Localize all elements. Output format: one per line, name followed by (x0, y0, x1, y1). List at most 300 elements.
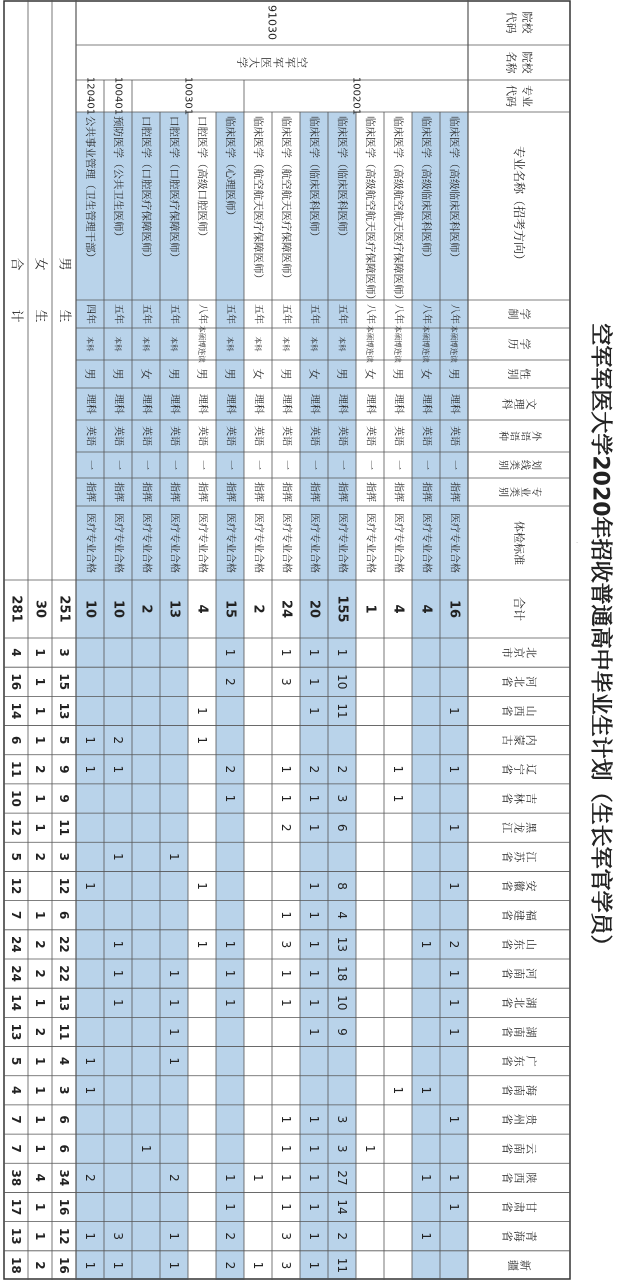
province-count: 1 (83, 1086, 97, 1095)
province-count: 1 (447, 1174, 461, 1182)
summary-count: 9 (57, 794, 71, 803)
major-name: 临床医学（心理医师） (224, 116, 236, 221)
summary-label: 男 生 (56, 257, 72, 323)
header-line-type-char: 线 (519, 460, 530, 470)
header-major-type-char: 类 (508, 487, 519, 497)
header-province (501, 822, 538, 834)
major-name: 临床医学（高级航空航天医疗保障医师） (364, 116, 376, 305)
gender-value: 男 (167, 368, 181, 380)
province-count: 1 (279, 1144, 293, 1153)
row-total: 155 (334, 595, 350, 623)
province-count: 1 (111, 998, 125, 1007)
province-count: 1 (223, 940, 237, 949)
length-value: 五年 (308, 304, 320, 324)
summary-count: 1 (33, 823, 47, 832)
summary-count: 24 (9, 965, 23, 982)
header-gender-char: 性 (518, 368, 532, 380)
gender-value: 男 (223, 368, 237, 380)
province-count: 1 (111, 940, 125, 949)
length-value: 八年 (448, 304, 460, 324)
header-province-char: 西 (512, 705, 526, 717)
province-count: 1 (307, 969, 321, 978)
province-count: 4 (335, 911, 349, 920)
header-province (501, 910, 538, 921)
header-province-char: 甘 (524, 1201, 538, 1213)
header-province (501, 1172, 539, 1183)
province-count: 1 (363, 1144, 377, 1153)
province-count: 1 (419, 1086, 433, 1095)
header-province-char: 南 (512, 1026, 526, 1038)
province-count: 1 (279, 969, 293, 978)
header-province-char: 龙 (512, 822, 526, 834)
province-count: 1 (167, 1028, 181, 1036)
type-value: 指挥 (308, 482, 320, 502)
gender-value: 女 (363, 368, 377, 380)
header-language-char: 种 (497, 431, 508, 441)
header-province-char: 广 (524, 1055, 538, 1067)
header-province-char: 省 (500, 1172, 514, 1184)
row-total: 20 (306, 599, 322, 619)
summary-count: 3 (57, 852, 71, 862)
school-name-value-char: 军 (271, 57, 285, 68)
header-province (501, 735, 539, 746)
header-province-char: 建 (512, 909, 526, 921)
summary-count: 5 (57, 735, 71, 745)
province-count: 1 (195, 707, 209, 715)
health-value: 医疗专业合格 (168, 513, 180, 573)
summary-count: 16 (9, 673, 23, 691)
province-count: 1 (419, 1174, 433, 1182)
subject-value: 理科 (84, 394, 96, 414)
degree-value: 本科 (309, 336, 319, 352)
province-count: 1 (223, 1174, 237, 1182)
header-province (501, 1056, 539, 1067)
header-gender-char: 别 (506, 368, 520, 380)
summary-count: 1 (33, 648, 47, 657)
health-value: 医疗专业合格 (448, 513, 460, 573)
row-total: 4 (194, 604, 210, 614)
province-count: 1 (391, 1086, 405, 1095)
header-major-type-char: 业 (519, 487, 530, 497)
row-total: 10 (110, 599, 126, 619)
header-province (501, 939, 538, 950)
summary-count: 6 (9, 735, 23, 745)
header-province (501, 1026, 539, 1037)
summary-total: 251 (56, 595, 72, 623)
health-value: 医疗专业合格 (84, 513, 96, 573)
province-count: 1 (447, 823, 461, 832)
summary-count: 14 (9, 994, 23, 1012)
province-count: 1 (83, 882, 97, 890)
row-total: 10 (82, 599, 98, 619)
summary-count: 2 (33, 969, 47, 978)
summary-count: 2 (33, 1027, 47, 1037)
header-province-char: 海 (512, 1230, 526, 1242)
header-province-char: 南 (512, 1143, 526, 1155)
province-count: 10 (335, 674, 349, 690)
header-gender (507, 369, 533, 380)
summary-count: 22 (57, 965, 71, 982)
summary-total: 281 (8, 595, 24, 623)
subject-value: 理科 (364, 394, 376, 414)
province-count: 1 (279, 1115, 293, 1124)
major-name: 临床医学（临床医科医师） (308, 116, 320, 242)
province-count: 2 (279, 823, 293, 832)
line-value: 一 (84, 460, 96, 470)
length-value: 五年 (252, 304, 264, 324)
summary-count: 7 (9, 1144, 23, 1153)
summary-count: 15 (57, 673, 71, 691)
summary-count: 13 (57, 994, 71, 1012)
degree-value: 本科 (253, 336, 263, 352)
length-value: 五年 (168, 304, 180, 324)
gender-value: 女 (139, 368, 153, 380)
header-province-char: 南 (512, 1084, 526, 1096)
subject-value: 理科 (196, 394, 208, 414)
row-total: 24 (278, 599, 294, 619)
summary-count: 1 (33, 1232, 47, 1241)
header-school-name-2: 名称 (504, 51, 518, 74)
language-value: 英语 (448, 426, 460, 446)
summary-count: 1 (33, 1056, 47, 1066)
header-province (501, 851, 538, 863)
subject-value: 理科 (336, 394, 348, 414)
degree-value: 本科 (281, 336, 291, 352)
length-value: 五年 (112, 304, 124, 324)
province-count: 1 (167, 1232, 181, 1241)
header-province-char: 福 (524, 909, 538, 921)
province-count: 1 (307, 998, 321, 1007)
summary-count: 13 (9, 1227, 23, 1245)
header-province-char: 省 (500, 1114, 514, 1125)
health-value: 医疗专业合格 (336, 513, 348, 573)
province-count: 1 (419, 1232, 433, 1241)
header-province-char: 安 (524, 880, 538, 892)
header-province (501, 676, 538, 687)
summary-count: 16 (57, 1257, 71, 1274)
summary-count: 34 (57, 1169, 71, 1187)
major-name: 口腔医学（口腔医疗保障医师） (168, 116, 180, 263)
header-province (501, 881, 539, 892)
province-count: 1 (195, 736, 209, 744)
header-province-char: 省 (500, 1230, 514, 1242)
header-province-char: 肃 (512, 1201, 526, 1213)
province-count: 3 (335, 1115, 349, 1124)
language-value: 英语 (308, 426, 320, 446)
summary-count: 7 (9, 1115, 23, 1124)
province-count: 1 (223, 1203, 237, 1211)
major-name: 预防医学（公共卫生医师） (112, 116, 124, 242)
header-province-char: 州 (512, 1114, 526, 1125)
major-name: 公共事业管理（卫生管理干部） (84, 116, 96, 263)
summary-count: 12 (57, 1227, 71, 1245)
summary-label: 合 计 (8, 257, 24, 323)
subject-value: 理科 (308, 394, 320, 414)
header-province-char: 省 (500, 1026, 514, 1038)
summary-count: 1 (33, 1115, 47, 1124)
header-province (501, 968, 538, 979)
province-count: 1 (307, 1232, 321, 1241)
summary-count: 6 (57, 911, 71, 920)
province-count: 1 (167, 1057, 181, 1065)
province-count: 1 (111, 1261, 125, 1270)
province-count: 11 (335, 1257, 349, 1274)
header-province-char: 京 (512, 647, 526, 659)
header-province-char: 江 (500, 822, 514, 834)
province-count: 1 (307, 1261, 321, 1270)
line-value: 一 (112, 460, 124, 470)
degree-value: 本硕博连读 (197, 325, 207, 363)
type-value: 指挥 (420, 482, 432, 502)
header-province (501, 705, 538, 716)
header-line-type-char: 划 (530, 460, 541, 470)
header-province-char: 青 (524, 1230, 538, 1242)
province-count: 1 (195, 940, 209, 949)
header-province-char: 市 (500, 647, 514, 659)
gender-value: 男 (447, 368, 461, 380)
summary-count: 12 (9, 819, 23, 837)
category-label: 类 (575, 542, 577, 543)
summary-count: 2 (33, 940, 47, 949)
province-count: 2 (111, 736, 125, 744)
summary-count: 18 (9, 1257, 23, 1274)
summary-count: 1 (33, 1144, 47, 1153)
province-count: 1 (447, 998, 461, 1007)
province-count: 3 (279, 1232, 293, 1241)
summary-count: 24 (9, 936, 23, 953)
major-code: 100201 (350, 76, 362, 116)
header-province-char: 江 (524, 851, 538, 863)
language-value: 英语 (420, 426, 432, 446)
summary-count: 13 (9, 1023, 23, 1041)
header-province-char: 湖 (524, 1026, 538, 1038)
header-language-char: 外 (530, 431, 541, 441)
province-count: 1 (167, 1261, 181, 1270)
header-major-type (497, 487, 543, 497)
subject-value: 理科 (280, 394, 292, 414)
province-count: 1 (335, 648, 349, 657)
gender-value: 男 (83, 368, 97, 380)
school-name-value-char: 军 (283, 57, 297, 68)
province-count: 9 (335, 1028, 349, 1036)
subject-value: 理科 (420, 394, 432, 414)
major-name: 临床医学（高级临床医科医师） (448, 116, 460, 263)
major-name: 临床医学（高级航空航天医疗保障医师） (392, 116, 404, 305)
row-total: 1 (362, 604, 378, 614)
summary-count: 3 (57, 648, 71, 657)
gender-value: 女 (307, 368, 321, 380)
degree-value: 本科 (85, 336, 95, 352)
province-count: 1 (447, 1115, 461, 1124)
header-province (501, 1085, 539, 1096)
province-count: 1 (279, 998, 293, 1007)
province-count: 1 (307, 1174, 321, 1182)
length-value: 五年 (336, 304, 348, 324)
header-province-char: 省 (500, 938, 514, 950)
summary-count: 12 (9, 877, 23, 895)
line-value: 一 (308, 460, 320, 470)
province-count: 27 (335, 1170, 349, 1186)
province-count: 1 (307, 707, 321, 715)
header-province-char: 省 (500, 909, 514, 921)
province-count: 1 (83, 1261, 97, 1270)
header-province-char: 林 (512, 793, 526, 804)
length-value: 八年 (196, 304, 208, 324)
header-line-type-char: 别 (497, 460, 508, 470)
header-province (501, 1231, 539, 1242)
header-province-char: 省 (500, 968, 514, 980)
province-count: 1 (223, 969, 237, 978)
summary-count: 1 (33, 998, 47, 1007)
school-name-value-char: 大 (247, 57, 261, 68)
header-line-type-char: 类 (508, 460, 519, 470)
province-count: 1 (139, 1144, 153, 1153)
header-school-code: 院校 (520, 11, 534, 34)
header-province-char: 湖 (524, 997, 538, 1009)
province-count: 1 (195, 882, 209, 890)
header-province-char: 南 (512, 968, 526, 980)
header-province-char: 省 (500, 793, 514, 804)
language-value: 英语 (392, 426, 404, 446)
line-value: 一 (364, 460, 376, 470)
province-count: 1 (391, 765, 405, 774)
header-province-char: 北 (512, 997, 526, 1009)
header-major-code: 专业 (520, 85, 534, 107)
gender-value: 男 (335, 368, 349, 380)
subject-value: 理科 (140, 394, 152, 414)
header-province-char: 疆 (506, 1259, 520, 1271)
summary-count: 14 (9, 702, 23, 720)
header-province (501, 1143, 538, 1154)
summary-count: 10 (9, 790, 23, 807)
school-name-value-char: 空 (295, 57, 309, 68)
health-value: 医疗专业合格 (364, 513, 376, 573)
type-value: 指挥 (280, 482, 292, 502)
row-total: 4 (390, 604, 406, 614)
summary-count: 1 (33, 706, 47, 716)
type-value: 指挥 (196, 482, 208, 502)
language-value: 英语 (252, 426, 264, 446)
province-count: 1 (307, 823, 321, 832)
province-count: 11 (335, 703, 349, 719)
length-value: 五年 (140, 304, 152, 324)
subject-value: 理科 (168, 394, 180, 414)
summary-count: 3 (57, 1086, 71, 1095)
major-code: 100301 (182, 76, 194, 116)
header-subject-char: 科 (500, 398, 514, 410)
header-province (501, 764, 538, 775)
province-count: 1 (307, 677, 321, 686)
province-count: 3 (279, 940, 293, 949)
gender-value: 女 (251, 368, 265, 380)
province-count: 2 (223, 1261, 237, 1270)
province-count: 1 (223, 648, 237, 657)
province-count: 3 (335, 1144, 349, 1153)
province-count: 1 (307, 940, 321, 949)
health-value: 医疗专业合格 (308, 513, 320, 573)
province-count: 2 (447, 940, 461, 949)
type-value: 指挥 (168, 482, 180, 502)
header-province-char: 新 (518, 1259, 532, 1271)
province-count: 1 (307, 1203, 321, 1211)
summary-count: 9 (57, 765, 71, 774)
health-value: 医疗专业合格 (252, 513, 264, 573)
header-province (501, 1202, 539, 1213)
province-count: 1 (279, 765, 293, 774)
degree-value: 本硕博连读 (365, 325, 375, 363)
summary-count: 16 (57, 1198, 71, 1216)
province-count: 1 (307, 1028, 321, 1036)
province-count: 2 (335, 1232, 349, 1241)
length-value: 五年 (280, 304, 292, 324)
page-title: 空军军医大学2020年招收普通高中毕业生计划（生长军官学员） (587, 323, 613, 957)
language-value: 英语 (168, 426, 180, 446)
header-school-name: 院校 (520, 51, 534, 74)
header-subject-char: 理 (512, 398, 526, 410)
summary-count: 11 (57, 819, 71, 837)
summary-count: 1 (33, 1202, 47, 1212)
summary-total: 30 (32, 599, 48, 619)
degree-value: 本科 (337, 336, 347, 352)
header-province-char: 黑 (524, 822, 538, 834)
header-province-char: 省 (500, 1055, 514, 1067)
header-province-char: 内 (524, 734, 538, 746)
province-count: 1 (279, 1203, 293, 1211)
summary-count: 5 (9, 852, 23, 862)
length-value: 八年 (392, 304, 404, 324)
type-value: 指挥 (336, 482, 348, 502)
summary-count: 6 (57, 1115, 71, 1124)
summary-count: 22 (57, 936, 71, 953)
health-value: 医疗专业合格 (112, 513, 124, 573)
language-value: 英语 (336, 426, 348, 446)
major-code: 100401 (112, 76, 124, 116)
row-total: 16 (446, 599, 462, 619)
province-count: 1 (83, 1232, 97, 1241)
header-province-char: 河 (524, 968, 538, 980)
province-count: 1 (111, 765, 125, 774)
province-count: 1 (83, 736, 97, 744)
header-length-char: 学 (518, 308, 532, 320)
province-count: 1 (279, 794, 293, 803)
line-value: 一 (448, 460, 460, 470)
header-major-code-2: 代码 (504, 85, 518, 107)
line-value: 一 (196, 460, 208, 470)
length-value: 四年 (84, 304, 96, 324)
header-health: 体检标准 (512, 521, 526, 565)
province-count: 1 (279, 911, 293, 920)
header-province-char: 东 (512, 938, 526, 950)
province-count: 13 (335, 936, 349, 953)
header-province-char: 东 (512, 1055, 526, 1067)
subject-value: 理科 (448, 394, 460, 414)
type-value: 指挥 (252, 482, 264, 502)
header-province-char: 省 (500, 997, 514, 1009)
header-province (501, 997, 539, 1008)
header-major-type-char: 别 (497, 487, 508, 497)
header-subject-char: 文 (524, 398, 538, 410)
line-value: 一 (224, 460, 236, 470)
summary-count: 1 (33, 735, 47, 745)
header-province-char: 北 (512, 676, 526, 688)
row-total: 2 (250, 604, 266, 614)
row-total: 15 (222, 599, 238, 619)
header-major-name: 专业名称（招考方向） (512, 145, 526, 267)
language-value: 英语 (196, 426, 208, 446)
gender-value: 男 (391, 368, 405, 380)
summary-count: 2 (33, 852, 47, 862)
summary-count: 2 (33, 1261, 47, 1270)
